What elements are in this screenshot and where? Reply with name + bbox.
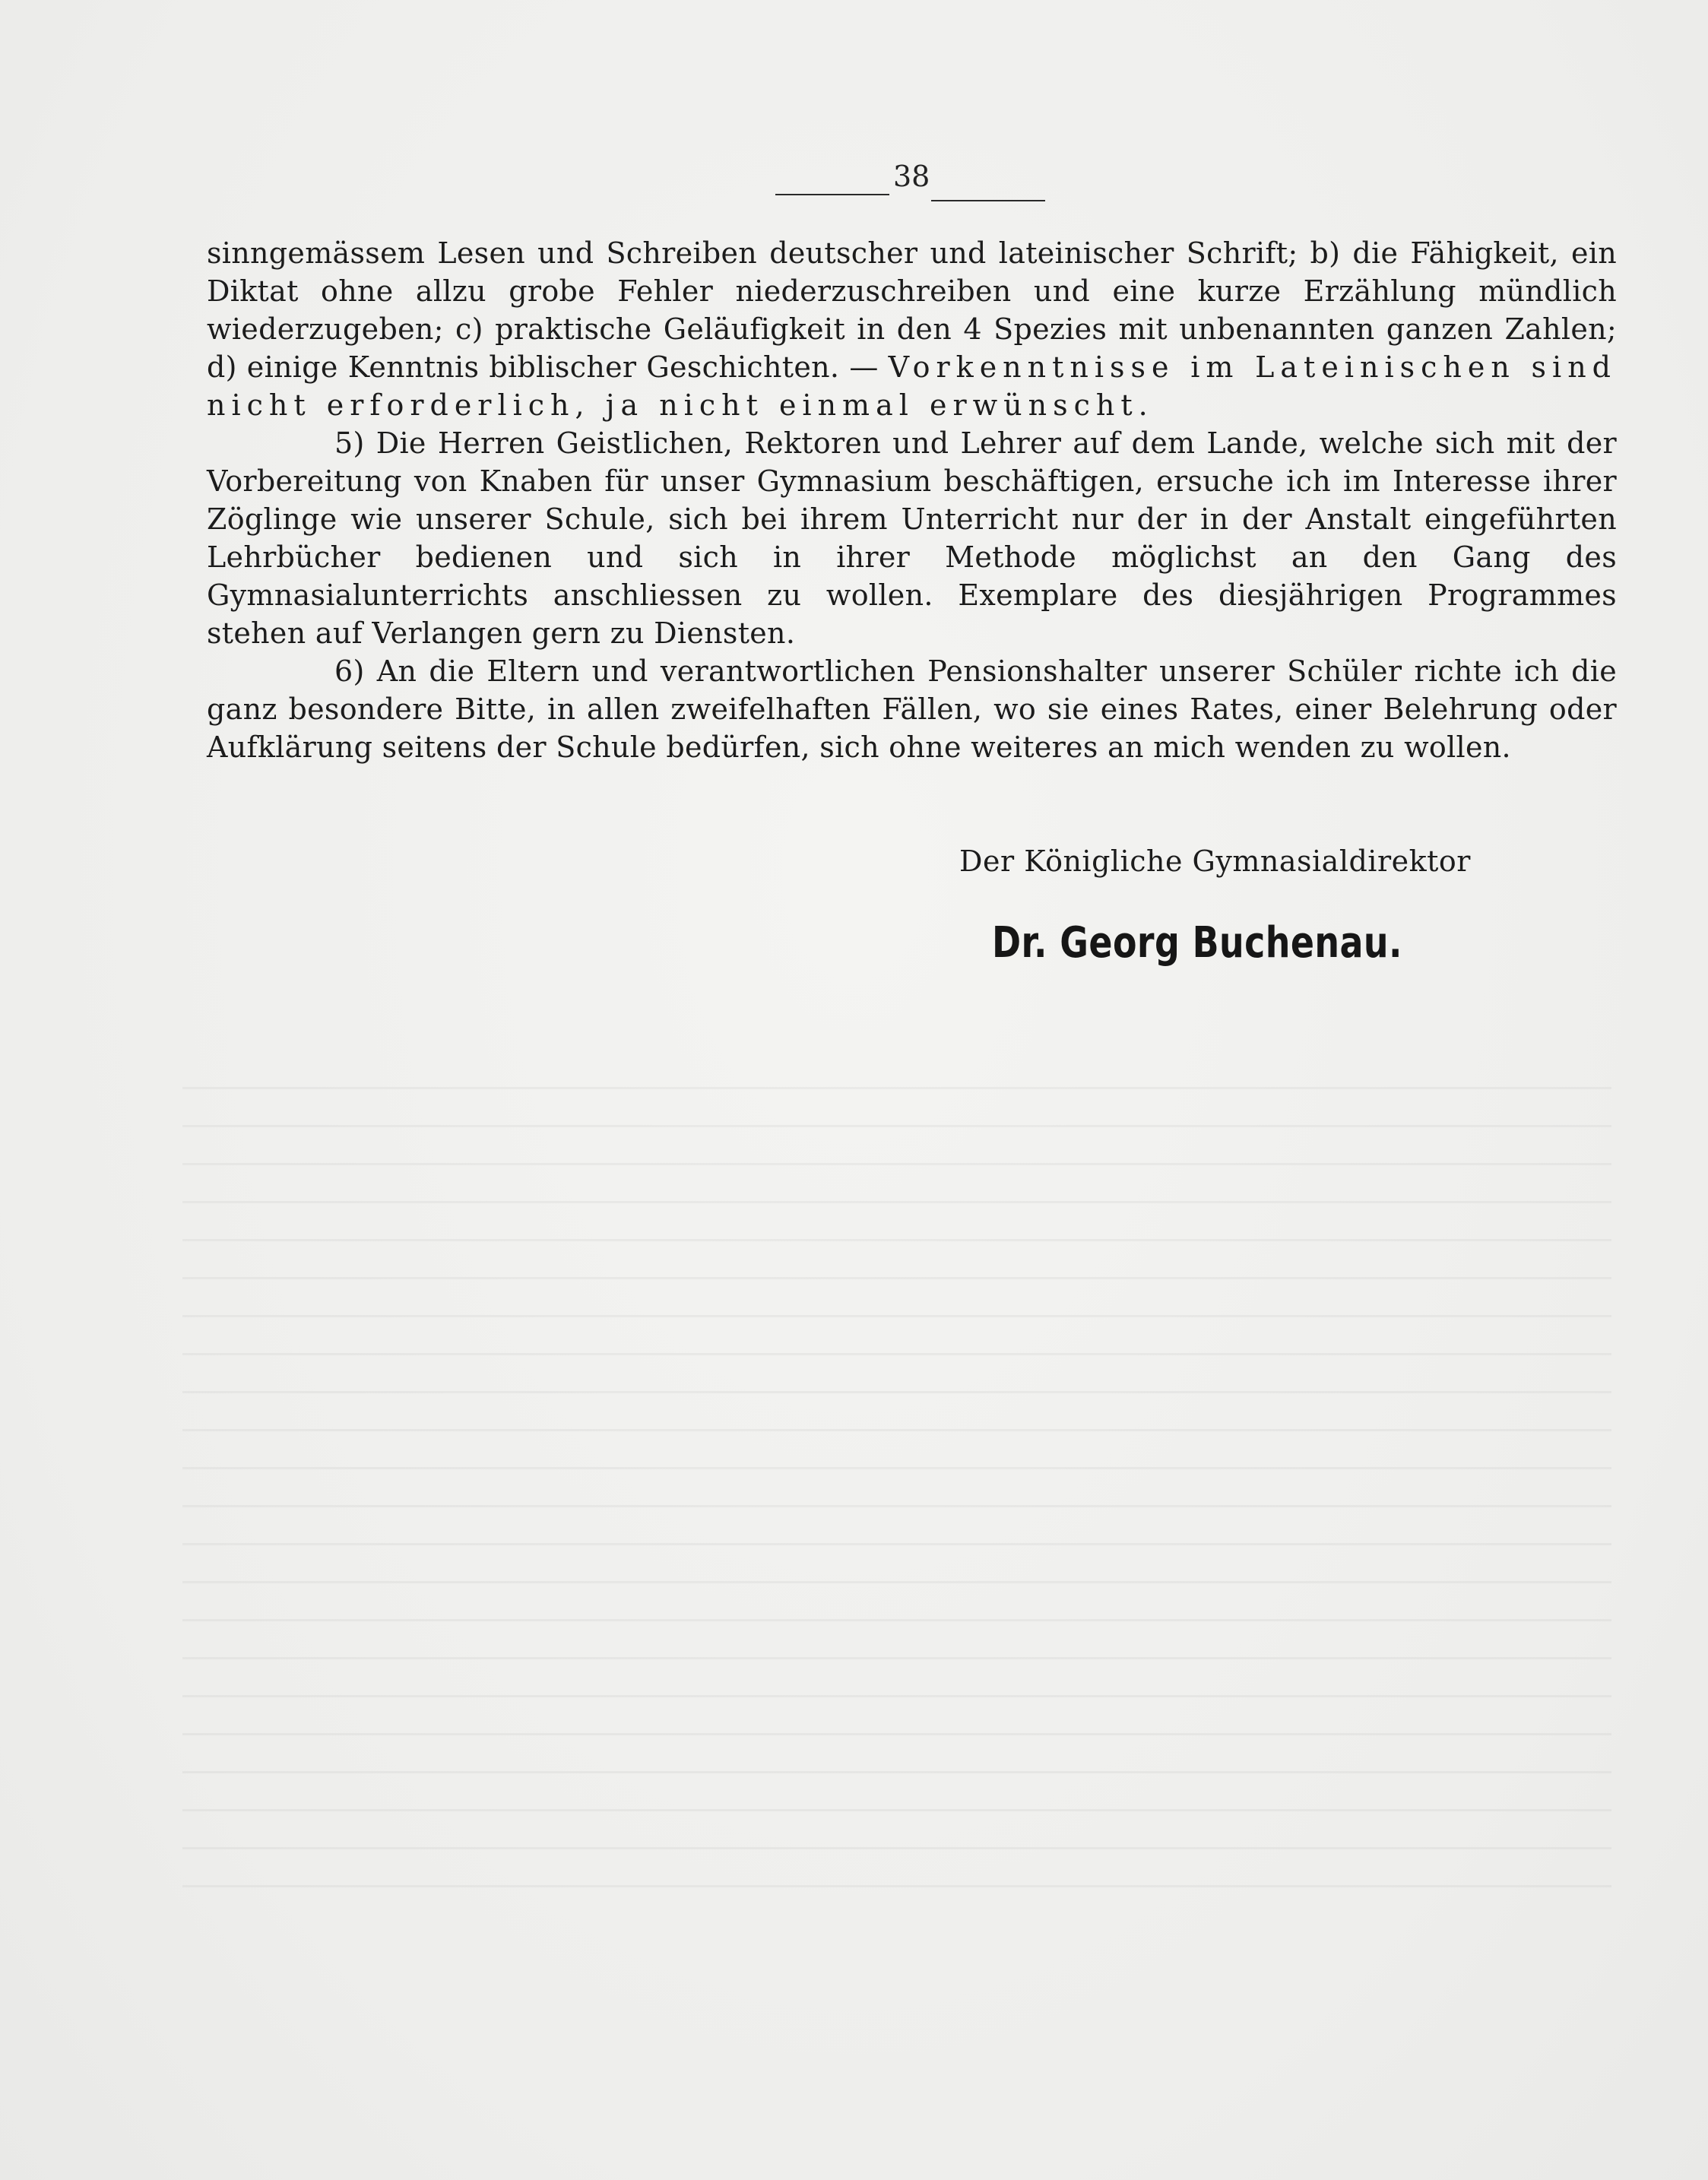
page-header [775,156,1045,201]
paragraph-5: 5) Die Herren Geistlichen, Rektoren und Lehrer auf dem Lande, welche sich mit der Vorbereitung von Knaben für unser Gymnasium beschäftigen, ersuche ich im Interesse ihrer Zöglinge wie unserer Schule, sich bei ihrem Unterricht nur der in der Anstalt eingeführten Lehrbücher bedienen und sich in ihrer Methode möglichst an den Gang des Gymnasialunterrichts anschliessen zu wollen. Exemplare des diesjährigen Programmes stehen auf Verlangen gern zu Diensten. [207,426,1617,650]
signature-role: Der Königliche Gymnasialdirektor [959,844,1471,878]
header-rule-right [931,200,1045,201]
body-text [207,234,1617,766]
paragraph-requirements-text: sinngemässem Lesen und Schreiben deutscher und lateinischer Schrift; b) die Fähigkeit, ein Diktat ohne allzu grobe Fehler niederzuschreiben und eine kurze Erzählung mündlich wiederzugeben; c) praktische Geläufigkeit in den 4 Spezies mit unbenannten ganzen Zahlen; d) einige Kenntnis biblischer Geschichten. — [207,236,1617,384]
header-rule-left [775,194,889,195]
signature-name: Dr. Georg Buchenau. [992,918,1402,968]
show-through-texture [182,1064,1611,1915]
latin-note-spaced: Vorkenntnisse im Lateinischen sind nicht erforderlich, ja nicht einmal erwünscht. [207,350,1617,422]
paragraph-6: 6) An die Eltern und verantwortlichen Pensionshalter unserer Schüler richte ich die ganz besondere Bitte, in allen zweifelhaften Fällen, wo sie eines Rates, einer Belehrung oder Aufklärung seitens der Schule bedürfen, sich ohne weiteres an mich wenden zu wollen. [207,654,1617,764]
paragraph-requirements [207,234,1617,424]
page-number: 38 [893,160,930,193]
signature-block [959,842,1567,968]
